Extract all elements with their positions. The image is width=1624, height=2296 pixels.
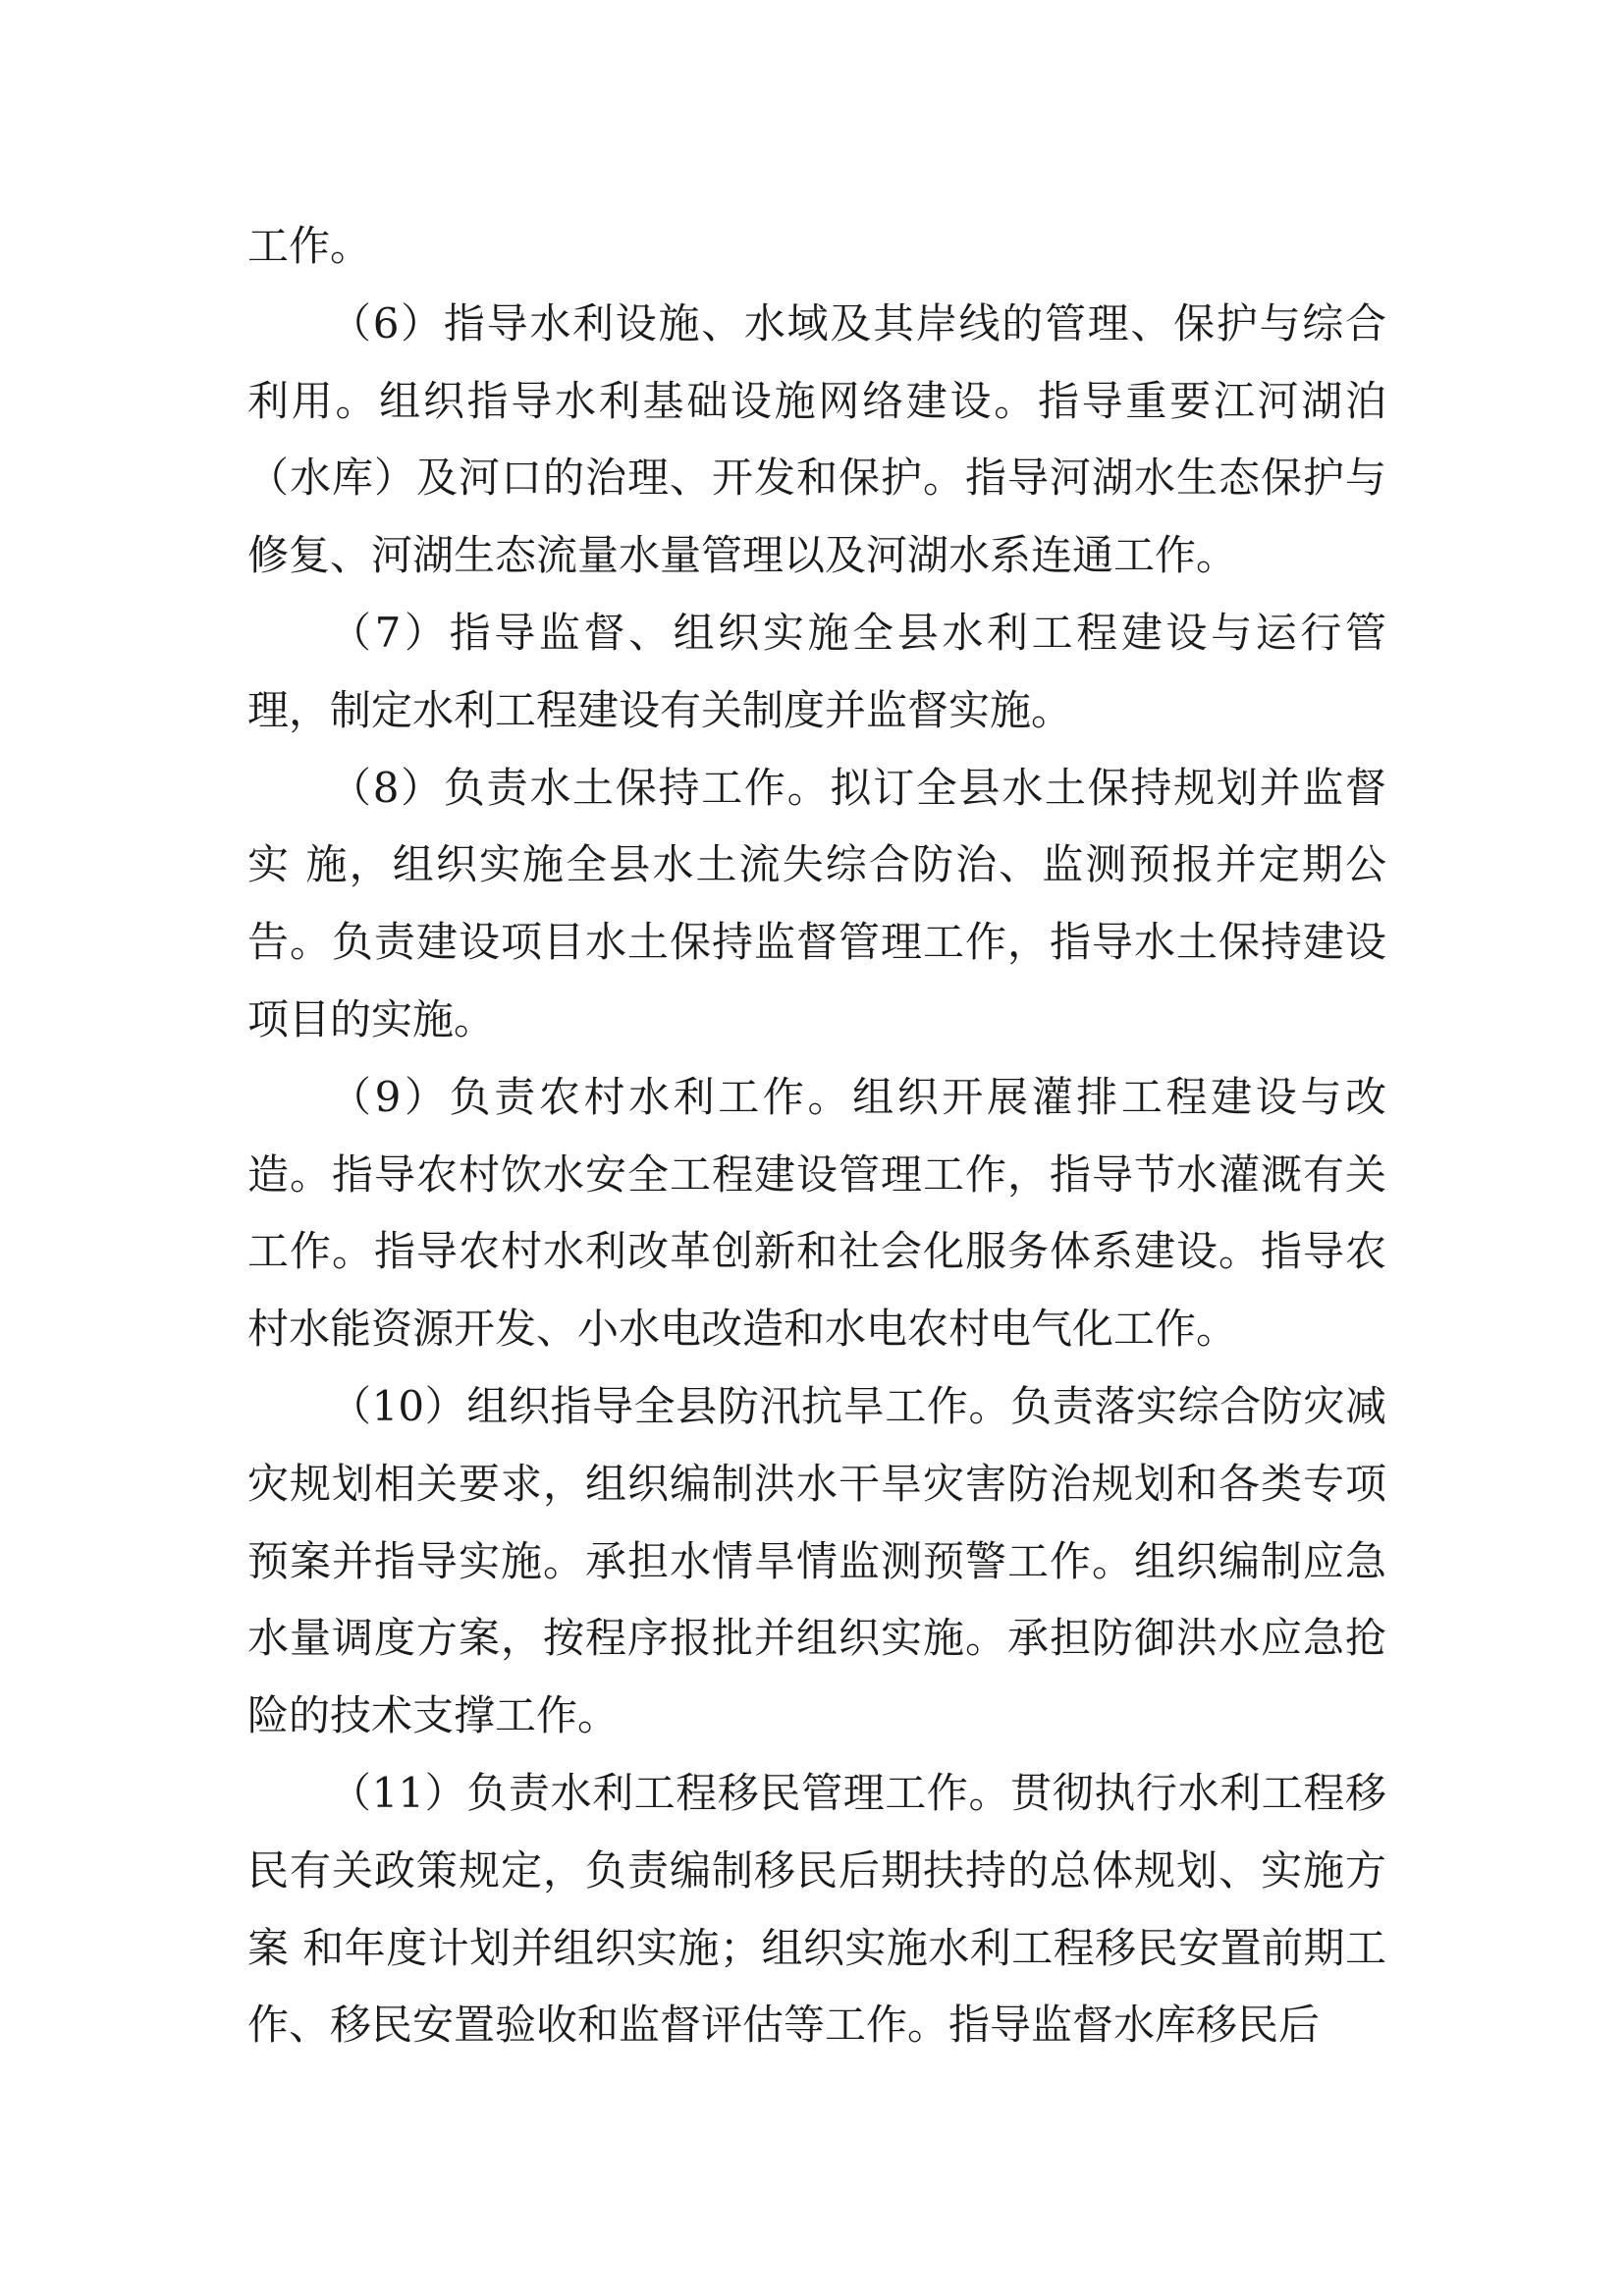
paragraph-item-10: （10）组织指导全县防汛抗旱工作。负责落实综合防灾减灾规划相关要求，组织编制洪水干旱灾害防治规划和各类专项预案并指导实施。承担水情旱情监测预警工作。组织编制应急水量调度方案，按程序报批并组织实施。承担防御洪水应急抢险的技术支撑工作。 [247, 1381, 1386, 1740]
paragraph-item-8: （8）负责水土保持工作。拟订全县水土保持规划并监督实 施，组织实施全县水土流失综合防治、监测预报并定期公告。负责建设项目水土保持监督管理工作，指导水土保持建设项目的实施。 [247, 763, 1386, 1043]
paragraph-item-9: （9）负责农村水利工作。组织开展灌排工程建设与改造。指导农村饮水安全工程建设管理工作，指导节水灌溉有关工作。指导农村水利改革创新和社会化服务体系建设。指导农村水能资源开发、小水电改造和水电农村电气化工作。 [247, 1072, 1386, 1354]
paragraph-item-7: （7）指导监督、组织实施全县水利工程建设与运行管理，制定水利工程建设有关制度并监督实施。 [247, 608, 1386, 734]
paragraph-continuation: 工作。 [247, 222, 372, 270]
paragraph-item-11: （11）负责水利工程移民管理工作。贯彻执行水利工程移民有关政策规定，负责编制移民后期扶持的总体规划、实施方案 和年度计划并组织实施；组织实施水利工程移民安置前期工作、移民安置验收和监督评估等工作。指导监督水库移民后 [247, 1768, 1386, 2050]
document-page [247, 208, 1386, 2064]
paragraph-item-6: （6）指导水利设施、水域及其岸线的管理、保护与综合利用。组织指导水利基础设施网络建设。指导重要江河湖泊（水库）及河口的治理、开发和保护。指导河湖水生态保护与修复、河湖生态流量水量管理以及河湖水系连通工作。 [247, 298, 1386, 580]
